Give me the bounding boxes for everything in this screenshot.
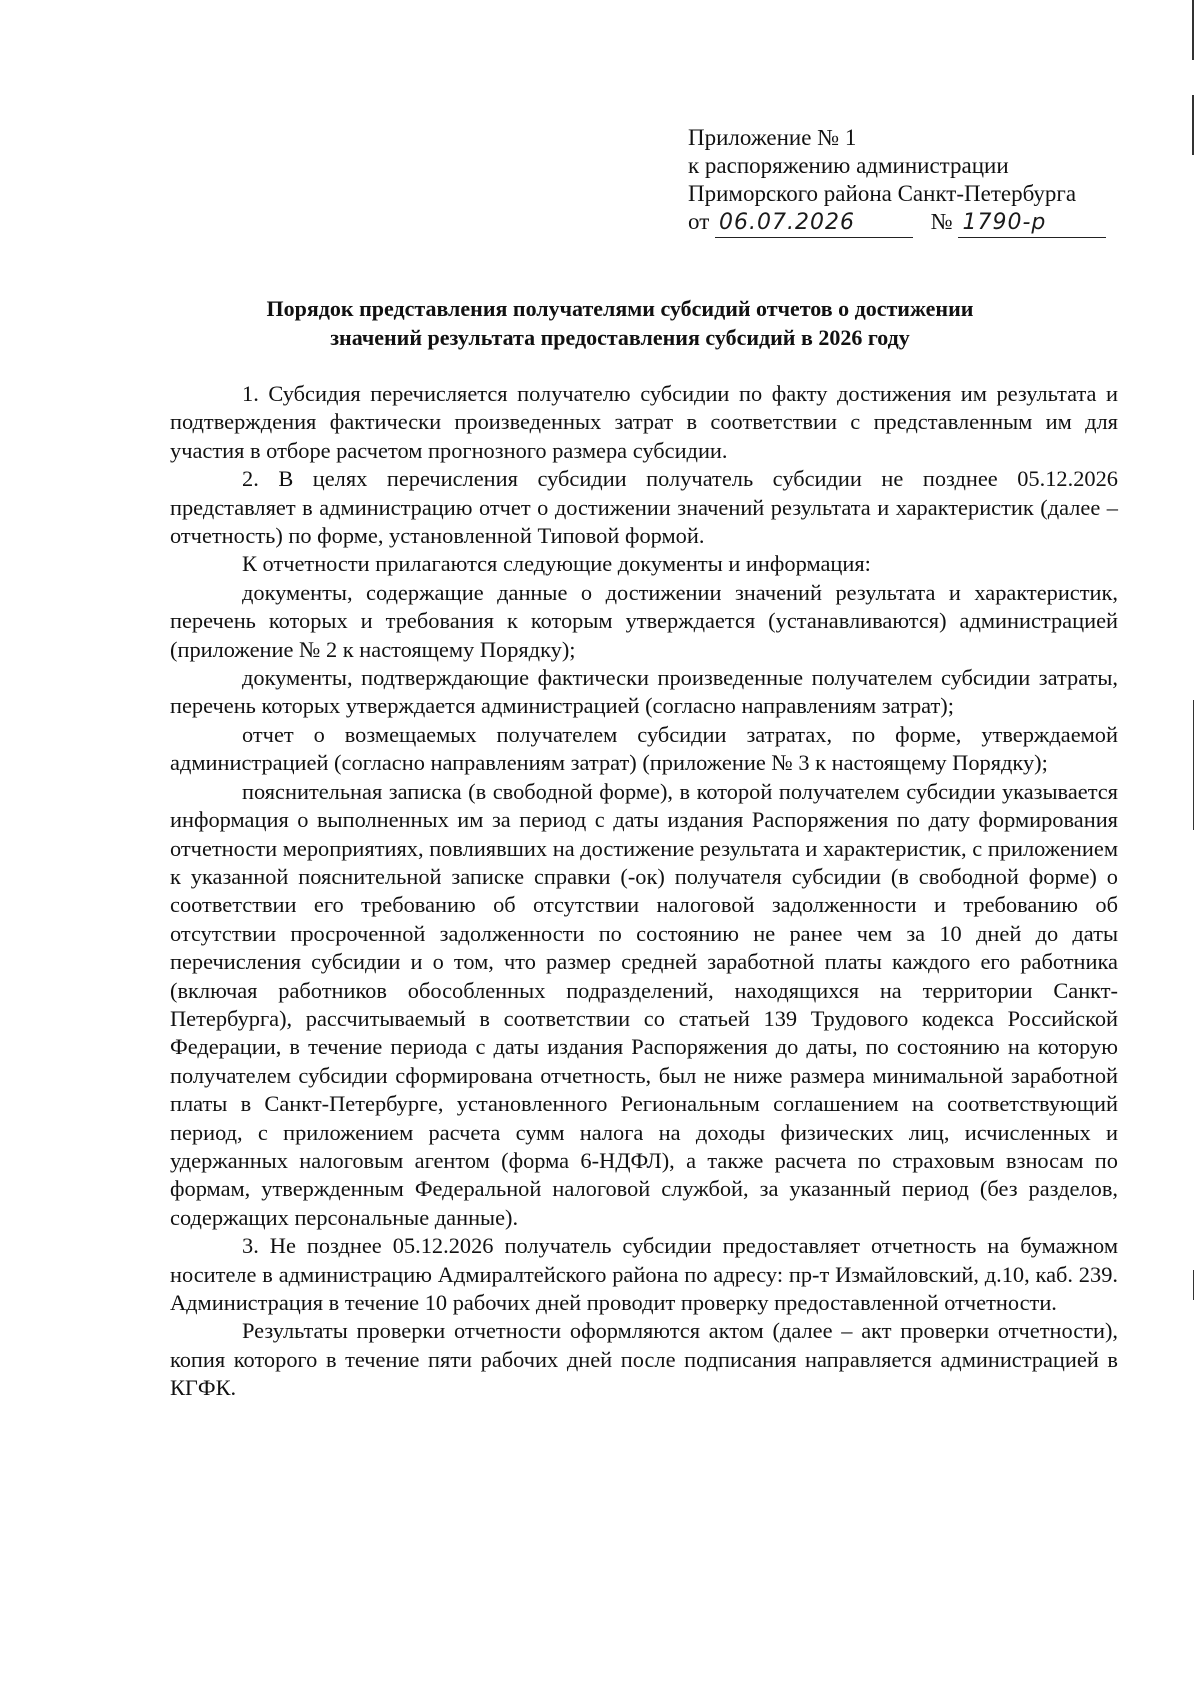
paragraph-4: документы, содержащие данные о достижении значений результата и характеристик, перечень которых и требования к которым утверждается (устанавливаются) администрацией (приложение № 2 к настоящему Порядку); [170, 579, 1118, 662]
paragraph-8: 3. Не позднее 05.12.2026 получатель субсидии предоставляет отчетность на бумажном носителе в администрацию Адмиралтейского района по адресу: пр-т Измайловский, д.10, каб. 239. Администрация в течение 10 рабочих дней проводит проверку предоставленной отчетности. [170, 1233, 1118, 1315]
paragraph-5: документы, подтверждающие фактически произведенные получателем субсидии затраты, перечень которых утверждается администрацией (согласно направлениям затрат); [170, 665, 1118, 719]
title-line-2: значений результата предоставления субсидий в 2026 году [330, 325, 910, 350]
appendix-header [688, 124, 1148, 238]
scan-edge-mark [1192, 0, 1194, 60]
document-body [170, 380, 1118, 1403]
paragraph-6: отчет о возмещаемых получателем субсидии затратах, по форме, утверждаемой администрацией (согласно направлениям затрат) (приложение № 3 к настоящему Порядку); [170, 721, 1118, 776]
handwritten-number: 1790-р [958, 209, 1106, 238]
paragraph-1: 1. Субсидия перечисляется получателю субсидии по факту достижения им результата и подтверждения фактически произведенных затрат в соответствии с представленным им для участия в отборе расчетом прогнозного размера субсидии. [170, 381, 1118, 463]
document-title [180, 294, 1060, 352]
scan-edge-mark [1192, 95, 1194, 155]
handwritten-date: 06.07.2026 [715, 209, 913, 238]
appendix-line-1: Приложение № 1 [688, 125, 857, 150]
number-prefix: № [930, 209, 953, 234]
scan-edge-mark [1193, 1270, 1194, 1300]
paragraph-3: К отчетности прилагаются следующие документы и информация: [242, 551, 871, 577]
appendix-date-number-line [688, 208, 1148, 238]
paragraph-2: 2. В целях перечисления субсидии получатель субсидии не позднее 05.12.2026 представляет в администрацию отчет о достижении значений результата и характеристик (далее – отчетность) по форме, установленной Типовой формой. [170, 466, 1118, 549]
appendix-line-3: Приморского района Санкт-Петербурга [688, 181, 1077, 206]
paragraph-9: Результаты проверки отчетности оформляются актом (далее – акт проверки отчетности), копия которого в течение пяти рабочих дней после подписания направляется администрацией в КГФК. [170, 1318, 1118, 1401]
scan-edge-mark [1193, 700, 1194, 830]
appendix-line-2: к распоряжению администрации [688, 153, 1009, 178]
title-line-1: Порядок представления получателями субсидий отчетов о достижении [266, 296, 974, 321]
date-prefix: от [688, 209, 710, 234]
paragraph-7: пояснительная записка (в свободной форме), в которой получателем субсидии указывается информация о выполненных им за период с даты издания Распоряжения по дату формирования отчетности мероприятиях, повлиявших на достижение результата и характеристик, с приложением к указанной пояснительной записке справки (-ок) получателя субсидии (в свободной форме) о соответствии его требованию об отсутствии налоговой задолженности и требованию об отсутствии просроченной задолженности по состоянию не ранее чем за 10 дней до даты перечисления субсидии и о том, что размер средней заработной платы каждого его работника (включая работников обособленных подразделений, находящихся на территории Санкт-Петербурга), рассчитываемый в соответствии со статьей 139 Трудового кодекса Российской Федерации, в течение периода с даты издания Распоряжения до даты, по состоянию на которую получателем субсидии сформирована отчетность, был не ниже размера минимальной заработной платы в Санкт-Петербурге, установленного Региональным соглашением на соответствующий период, с приложением расчета сумм налога на доходы физических лиц, исчисленных и удержанных налоговым агентом (форма 6-НДФЛ), а также расчета по страховым взносам по формам, утвержденным Федеральной налоговой службой, за указанный период (без разделов, содержащих персональные данные). [170, 778, 1118, 1230]
